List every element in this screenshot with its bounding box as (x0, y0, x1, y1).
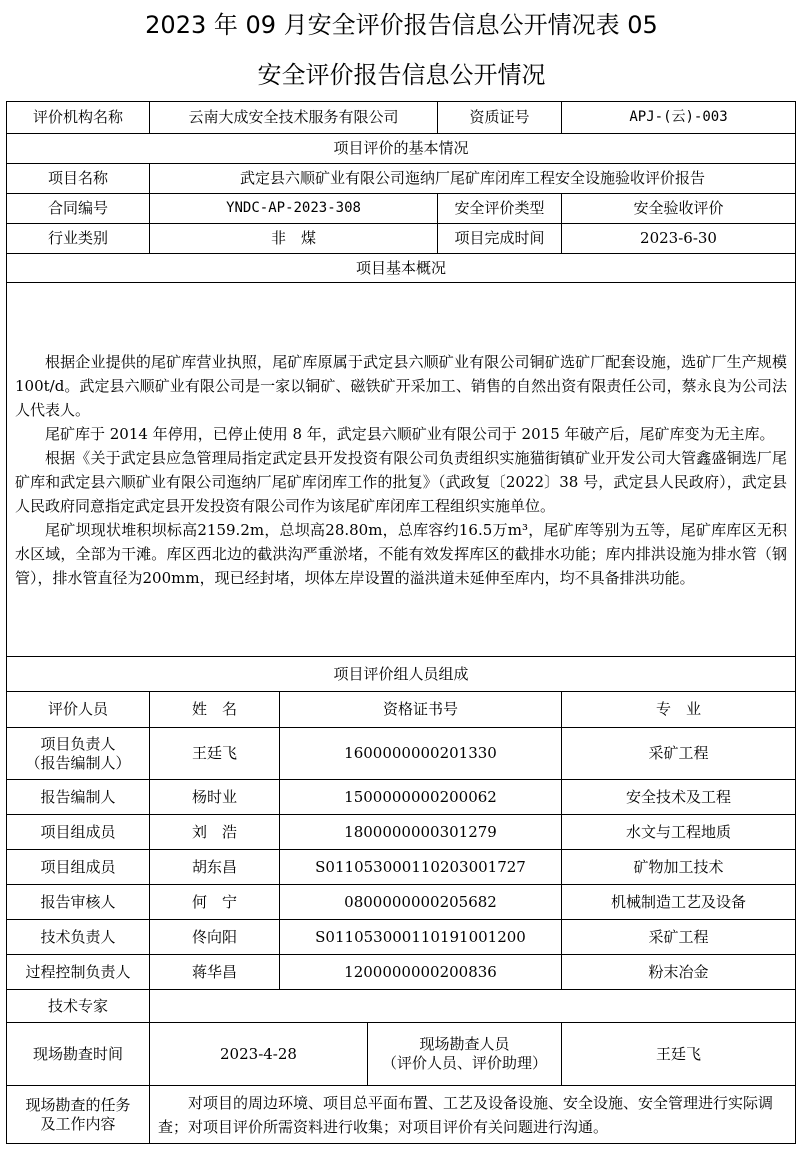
member-name: 胡东昌 (150, 850, 280, 885)
member-name: 王廷飞 (150, 728, 280, 780)
overview-body (7, 283, 796, 657)
survey-task-content (150, 1086, 796, 1144)
member-name: 蒋华昌 (150, 955, 280, 990)
survey-time-value: 2023-4-28 (150, 1023, 368, 1086)
table-row (7, 728, 796, 780)
member-cert: 1800000000301279 (280, 815, 562, 850)
table-row (7, 815, 796, 850)
member-cert: 1500000000200062 (280, 780, 562, 815)
member-major: 安全技术及工程 (562, 780, 796, 815)
basic-section-header: 项目评价的基本情况 (7, 134, 796, 164)
org-label: 评价机构名称 (7, 102, 150, 134)
overview-paragraph: 尾矿库于 2014 年停用，已停止使用 8 年，武定县六顺矿业有限公司于 2015 年破产后，尾矿库变为无主库。 (45, 424, 775, 443)
member-name: 刘 浩 (150, 815, 280, 850)
completion-date-value: 2023-6-30 (562, 224, 796, 254)
member-role-line2: （报告编制人） (25, 753, 131, 772)
document-title: 2023 年 09 月安全评价报告信息公开情况表 05 (145, 11, 658, 39)
cert-value: APJ-(云)-003 (562, 102, 796, 134)
member-name: 杨时业 (150, 780, 280, 815)
team-header-role: 评价人员 (7, 692, 150, 728)
member-role: 项目组成员 (7, 850, 150, 885)
member-cert: S011053000110191001200 (280, 920, 562, 955)
survey-task-label-line2: 及工作内容 (40, 1114, 116, 1133)
member-role: 技术负责人 (7, 920, 150, 955)
industry-value: 非 煤 (150, 224, 438, 254)
member-major: 粉末冶金 (562, 955, 796, 990)
member-cert: 1200000000200836 (280, 955, 562, 990)
disclosure-table (6, 101, 796, 1144)
member-cert: 1600000000201330 (280, 728, 562, 780)
survey-staff-label (368, 1023, 562, 1086)
table-row (7, 955, 796, 990)
member-role: 报告审核人 (7, 885, 150, 920)
table-row (7, 780, 796, 815)
member-role (7, 728, 150, 780)
team-header-cert: 资格证书号 (280, 692, 562, 728)
overview-paragraph: 根据《关于武定县应急管理局指定武定县开发投资有限公司负责组织实施猫街镇矿业开发公司大管鑫盛铜选厂尾矿库和武定县六顺矿业有限公司迤纳厂尾矿库闭库工作的批复》（武政复〔2022〕38 号，武定县人民政府），武定县人民政府同意指定武定县开发投资有限公司作为该尾矿库闭库工程组织实施单位。 (15, 448, 788, 515)
industry-label: 行业类别 (7, 224, 150, 254)
member-major: 水文与工程地质 (562, 815, 796, 850)
table-row (7, 920, 796, 955)
member-cert: S011053000110203001727 (280, 850, 562, 885)
team-header-name: 姓 名 (150, 692, 280, 728)
table-row (7, 850, 796, 885)
tech-expert-value (150, 990, 796, 1023)
completion-date-label: 项目完成时间 (438, 224, 562, 254)
team-header-major: 专 业 (562, 692, 796, 728)
overview-paragraph: 尾矿坝现状堆积坝标高2159.2m，总坝高28.80m，总库容约16.5万m³，尾矿库等别为五等，尾矿库库区无积水区域，全部为干滩。库区西北边的截洪沟严重淤堵，不能有效发挥库区的截排水功能；库内排洪设施为排水管（钢管），排水管直径为200mm，现已经封堵，坝体左岸设置的溢洪道未延伸至库内，均不具备排洪功能。 (15, 520, 788, 587)
table-row (7, 885, 796, 920)
member-name: 何 宁 (150, 885, 280, 920)
member-role: 项目组成员 (7, 815, 150, 850)
survey-staff-value: 王廷飞 (562, 1023, 796, 1086)
overview-section-header: 项目基本概况 (7, 254, 796, 283)
eval-type-value: 安全验收评价 (562, 194, 796, 224)
member-cert: 0800000000205682 (280, 885, 562, 920)
project-name-value: 武定县六顺矿业有限公司迤纳厂尾矿库闭库工程安全设施验收评价报告 (150, 164, 796, 194)
survey-task-label (7, 1086, 150, 1144)
member-major: 机械制造工艺及设备 (562, 885, 796, 920)
eval-type-label: 安全评价类型 (438, 194, 562, 224)
project-name-label: 项目名称 (7, 164, 150, 194)
cert-label: 资质证号 (438, 102, 562, 134)
survey-task-text: 对项目的周边环境、项目总平面布置、工艺及设备设施、安全设施、安全管理进行实际调查；对项目评价所需资料进行收集；对项目评价有关问题进行沟通。 (158, 1093, 774, 1136)
org-value: 云南大成安全技术服务有限公司 (150, 102, 438, 134)
contract-value: YNDC-AP-2023-308 (150, 194, 438, 224)
contract-label: 合同编号 (7, 194, 150, 224)
overview-paragraph: 根据企业提供的尾矿库营业执照，尾矿库原属于武定县六顺矿业有限公司铜矿选矿厂配套设施，选矿厂生产规模 100t/d。武定县六顺矿业有限公司是一家以铜矿、磁铁矿开采加工、销售的自然出资有限责任公司，蔡永良为公司法人代表人。 (15, 352, 788, 419)
member-major: 采矿工程 (562, 728, 796, 780)
tech-expert-label: 技术专家 (7, 990, 150, 1023)
survey-task-label-line1: 现场勘查的任务 (25, 1095, 131, 1114)
survey-time-label: 现场勘查时间 (7, 1023, 150, 1086)
member-role: 过程控制负责人 (7, 955, 150, 990)
member-role-line1: 项目负责人 (40, 734, 116, 753)
member-major: 采矿工程 (562, 920, 796, 955)
member-major: 矿物加工技术 (562, 850, 796, 885)
survey-staff-label-line2: （评价人员、评价助理） (382, 1054, 548, 1072)
document-subtitle: 安全评价报告信息公开情况 (257, 61, 546, 89)
member-role: 报告编制人 (7, 780, 150, 815)
survey-staff-label-line1: 现场勘查人员 (419, 1035, 510, 1053)
team-section-header: 项目评价组人员组成 (7, 657, 796, 692)
member-name: 佟向阳 (150, 920, 280, 955)
